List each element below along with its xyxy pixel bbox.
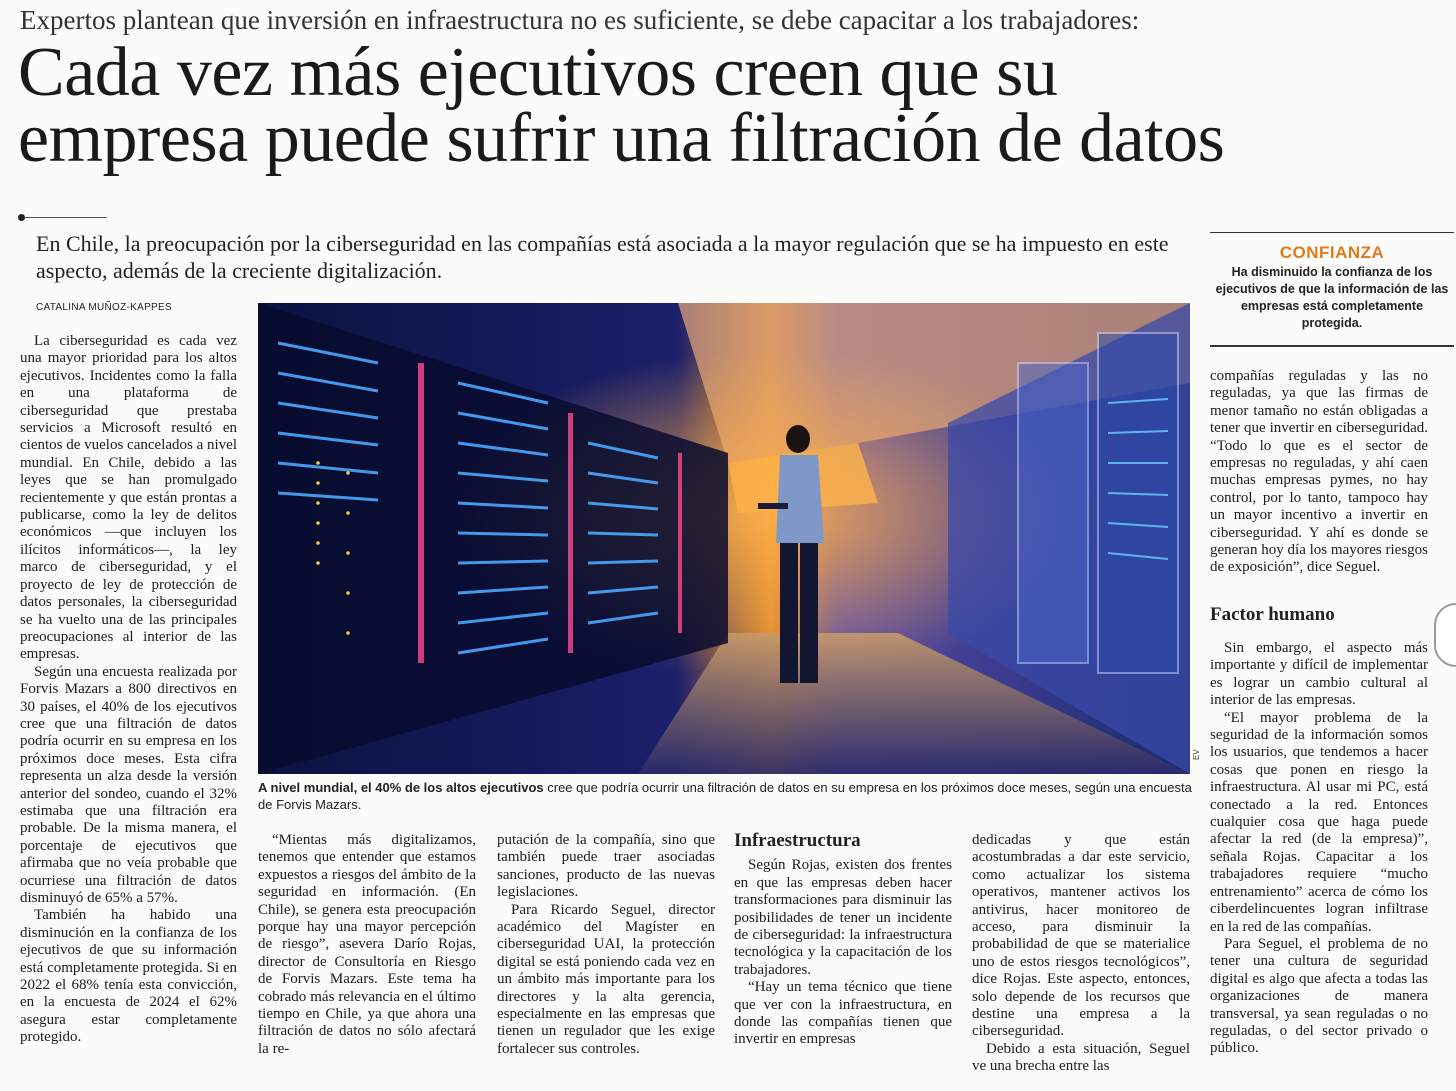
column-1 [20, 333, 237, 1078]
headline-line-1: Cada vez más ejecutivos creen que su [18, 34, 1058, 111]
paragraph: También ha habido una disminución en la confianza de los ejecutivos de que su información está completamente protegida. Si en 2022 el 68% tenía esta convicción, en la encuesta de 2024 el 62% asegura estar completamente protegido. [20, 907, 237, 1046]
subhead-infraestructura: Infraestructura [734, 832, 861, 851]
kicker: Expertos plantean que inversión en infraestructura no es suficiente, se debe capacitar a los trabajadores: [20, 5, 1140, 35]
sidebar-bottom-rule [1210, 345, 1454, 347]
photo-server-room [258, 303, 1190, 774]
paragraph: Sin embargo, el aspecto más importante y difícil de implementar es lograr un cambio cultural al interior de las empresas. [1210, 640, 1428, 709]
paragraph: Según Rojas, existen dos frentes en que las empresas deben hacer transformaciones para disminuir las posibilidades de tener un incidente de ciberseguridad: la infraestructura tecnológica y la capacitación de los trabajadores. [734, 857, 952, 978]
sidebar-title: CONFIANZA [1279, 243, 1385, 262]
photo-credit: EV [1192, 749, 1201, 760]
photo-caption [258, 779, 1193, 813]
paragraph: Debido a esta situación, Seguel ve una brecha entre las [972, 1040, 1190, 1075]
caption-text: cree que podría ocurrir una filtración de datos en su empresa en los próximos doce meses, según una encuesta de Forvis Mazars. [258, 780, 1192, 812]
server-room-illustration [258, 303, 1190, 774]
column-3 [497, 832, 715, 1080]
column-right-bottom [1210, 640, 1428, 1080]
paragraph: dedicadas y que están acostumbradas a dar este servicio, como actualizar los sistema operativos, mantener activos los antivirus, hacer monitoreo de acceso, para disminuir la probabilidad de que se materialice uno de estos riesgos tecnológicos”, dice Rojas. Este aspecto, entonces, solo depende de los recursos que destine una empresa a la ciberseguridad. [972, 832, 1190, 1040]
paragraph: Para Ricardo Seguel, director académico del Magíster en ciberseguridad UAI, la protección digital se está poniendo cada vez en un ámbito más importante para los directores y la alta gerencia, especialmente en las empresas que tienen un regulador que les exige fortalecer sus controles. [497, 901, 715, 1057]
rule-line [25, 217, 107, 218]
paragraph: “Mientas más digitalizamos, tenemos que entender que estamos expuestos a riesgos del ámbito de la seguridad en información. (En Chile), se genera esta preocupación porque hay una mayor percepción de riesgo”, asevera Darío Rojas, director de Consultoría en Riesgo de Forvis Mazars. Este tema ha cobrado más relevancia en el último tiempo en Chile, ya que ahora una filtración de datos no sólo afectará la re- [258, 832, 476, 1057]
paragraph: La ciberseguridad es cada vez una mayor prioridad para los altos ejecutivos. Incidentes como la falla en una plataforma de ciberseguridad que prestaba servicios a Microsoft resultó en cientos de vuelos cancelados a nivel mundial. En Chile, debido a las leyes que se han promulgado recientemente y que están prontas a publicarse, como la ley de delitos económicos —que incluyen los ilícitos informáticos—, la ley marco de ciberseguridad, y el proyecto de ley de protección de datos personales, la ciberseguridad se ha vuelto una de las principales preocupaciones al interior de las empresas. [20, 333, 237, 663]
column-2 [258, 832, 476, 1080]
page-scroll-handle[interactable] [1434, 603, 1456, 667]
deck: En Chile, la preocupación por la ciberseguridad en las compañías está asociada a la mayor regulación que se ha impuesto en este aspecto, además de la creciente digitalización. [36, 231, 1169, 283]
column-4 [734, 832, 952, 1080]
paragraph: “Hay un tema técnico que tiene que ver con la infraestructura, en donde las compañías tienen que invertir en empresas [734, 979, 952, 1048]
column-right-top [1210, 368, 1428, 598]
column-5 [972, 832, 1190, 1080]
paragraph: compañías reguladas y las no reguladas, ya que las firmas de menor tamaño no están obligadas a tener que invertir en ciberseguridad. “Todo lo que es el sector de empresas no reguladas, y ahí caen muchas empresas pymes, no hay control, por lo tanto, tampoco hay un mayor incentivo a invertir en ciberseguridad. Y ahí es donde se generan hoy día los mayores riesgos de exposición”, dice Seguel. [1210, 368, 1428, 576]
paragraph: “El mayor problema de la seguridad de la información somos los usuarios, que tendemos a hacer cosas que ponen en riesgo la infraestructura. Al usar mi PC, está conectado a la red. Entonces cualquier cosa que haga puede afectar la red (de la empresa)”, señala Rojas. Capacitar a los trabajadores requiere “mucho entrenamiento” acerca de cómo los ciberdelincuentes logran infiltrase en la red de las compañías. [1210, 709, 1428, 935]
paragraph: putación de la compañía, sino que también puede traer asociadas sanciones, producto de las nuevas legislaciones. [497, 832, 715, 901]
paragraph: Para Seguel, el problema de no tener una cultura de seguridad digital es algo que afecta a todas las organizaciones de manera transversal, ya sean reguladas o no reguladas, o del sector privado o público. [1210, 935, 1428, 1057]
sidebar-text: Ha disminuido la confianza de los ejecutivos de que la información de las empresas está completamente protegida. [1215, 265, 1449, 330]
paragraph: Según una encuesta realizada por Forvis Mazars a 800 directivos en 30 países, el 40% de los ejecutivos cree que una filtración de datos podría ocurrir en su empresa en los próximos doce meses. Esta cifra representa un alza desde la versión anterior del sondeo, cuando el 32% estimaba que una filtración era probable. De la misma manera, el porcentaje de ejecutivos que afirmaba que no veía probable que ocurriese una filtración de datos disminuyó de 65% a 57%. [20, 663, 237, 906]
headline-line-2: empresa puede sufrir una filtración de datos [18, 100, 1225, 177]
sidebar-top-rule [1210, 232, 1454, 233]
rule-dot [18, 214, 25, 221]
caption-bold: A nivel mundial, el 40% de los altos ejecutivos [258, 780, 544, 795]
subhead-factor-humano: Factor humano [1210, 604, 1335, 625]
byline: CATALINA MUÑOZ-KAPPES [36, 302, 172, 313]
headline [18, 34, 1438, 177]
